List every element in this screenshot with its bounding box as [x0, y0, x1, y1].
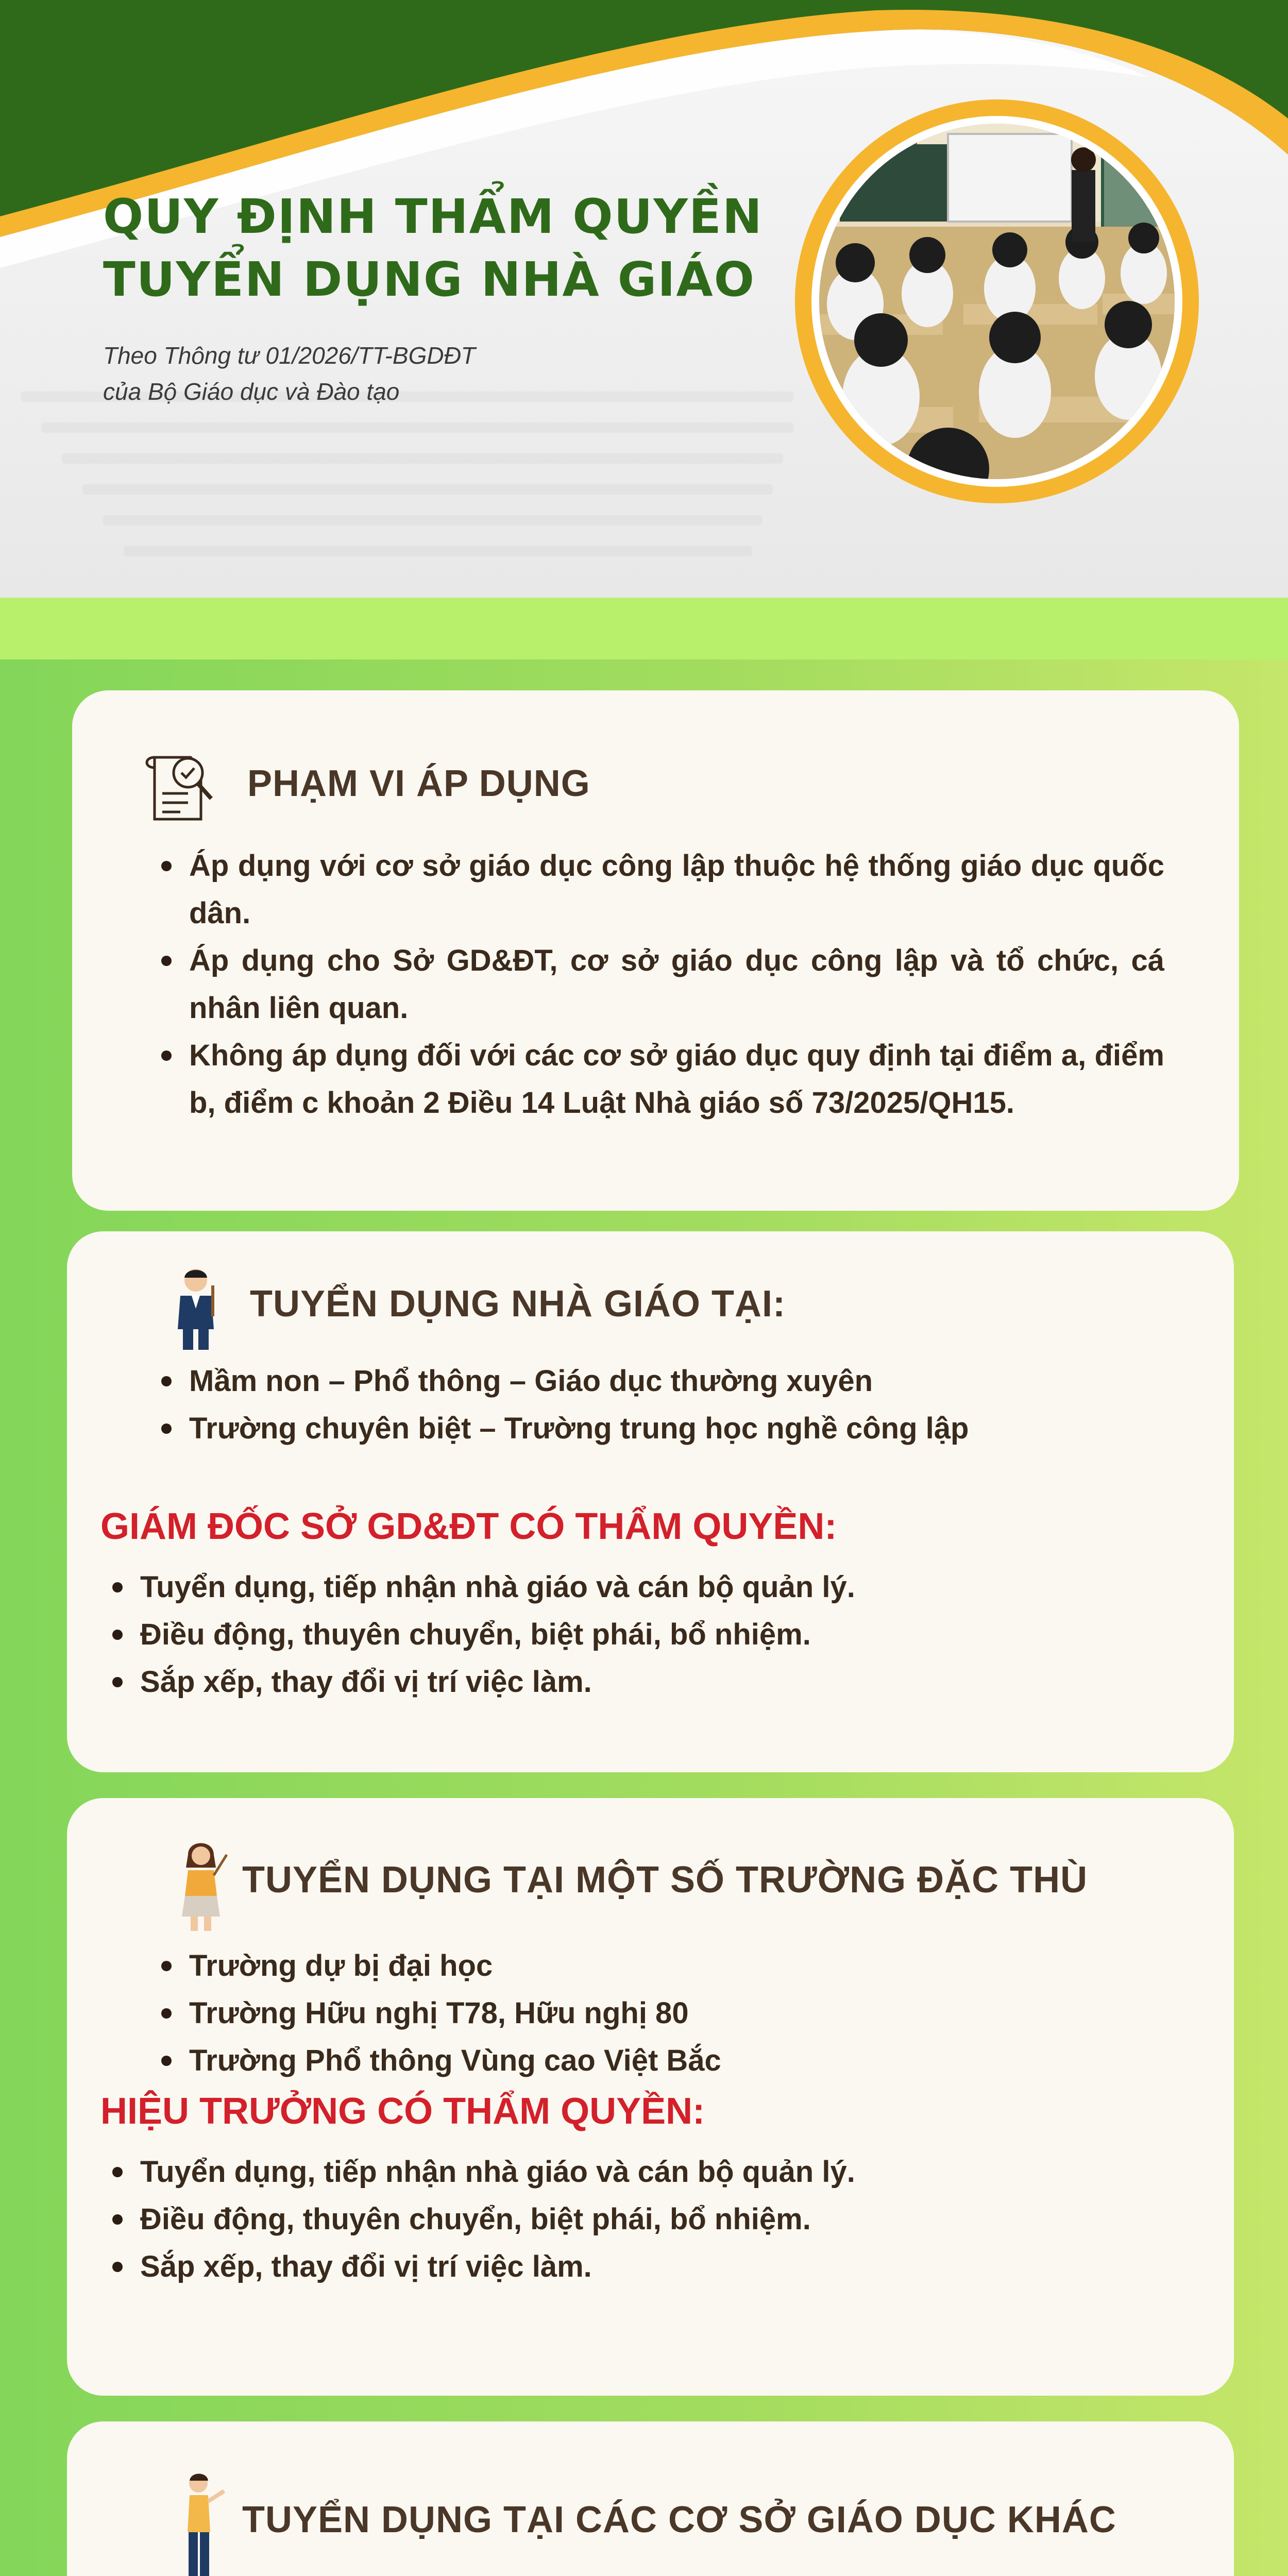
section-heading: TUYỂN DỤNG NHÀ GIÁO TẠI:	[250, 1283, 786, 1325]
list-item: Điều động, thuyên chuyển, biệt phái, bổ nhiệm.	[108, 1611, 1164, 1658]
list-item: Trường dự bị đại học	[157, 1942, 1162, 1990]
section-heading: TUYỂN DỤNG TẠI CÁC CƠ SỞ GIÁO DỤC KHÁC	[242, 2499, 1116, 2540]
list-item: Trường Phổ thông Vùng cao Việt Bắc	[157, 2037, 1162, 2084]
list-item: Áp dụng với cơ sở giáo dục công lập thuộc hệ thống giáo dục quốc dân.	[157, 842, 1164, 937]
divider-band	[0, 598, 1288, 659]
list-item: Sắp xếp, thay đổi vị trí việc làm.	[108, 2243, 1164, 2291]
list-item: Tuyển dụng, tiếp nhận nhà giáo và cán bộ quản lý.	[108, 2148, 1164, 2196]
list-item: Không áp dụng đối với các cơ sở giáo dục quy định tại điểm a, điểm b, điểm c khoản 2 Điều 14 Luật Nhà giáo số 73/2025/QH15.	[157, 1032, 1164, 1127]
bullet-list	[157, 1942, 1162, 2084]
list-item: Trường chuyên biệt – Trường trung học nghề công lập	[157, 1405, 1162, 1452]
document-search-icon	[139, 747, 216, 829]
list-item: Mầm non – Phổ thông – Giáo dục thường xuyên	[157, 1358, 1162, 1405]
card-scope	[72, 690, 1239, 1211]
male-teacher-icon	[167, 1265, 224, 1352]
bullet-list	[157, 842, 1164, 1127]
list-item: Sắp xếp, thay đổi vị trí việc làm.	[108, 1658, 1164, 1706]
classroom-photo	[793, 98, 1200, 505]
section-heading: TUYỂN DỤNG TẠI MỘT SỐ TRƯỜNG ĐẶC THÙ	[242, 1859, 1088, 1901]
page-subtitle	[103, 337, 476, 410]
header-banner	[0, 0, 1288, 598]
section-heading: PHẠM VI ÁP DỤNG	[247, 763, 590, 804]
authority-list	[108, 2148, 1164, 2291]
list-item: Tuyển dụng, tiếp nhận nhà giáo và cán bộ quản lý.	[108, 1564, 1164, 1611]
authority-heading: GIÁM ĐỐC SỞ GD&ĐT CÓ THẨM QUYỀN:	[100, 1506, 837, 1547]
page-title	[103, 185, 763, 311]
subtitle-line-1: Theo Thông tư 01/2026/TT-BGDĐT	[103, 342, 476, 369]
card-teacher-recruitment	[67, 1231, 1234, 1772]
authority-heading: HIỆU TRƯỞNG CÓ THẨM QUYỀN:	[100, 2091, 705, 2132]
list-item: Áp dụng cho Sở GD&ĐT, cơ sở giáo dục công lập và tổ chức, cá nhân liên quan.	[157, 937, 1164, 1032]
lecturer-icon	[175, 2470, 227, 2576]
female-teacher-icon	[173, 1839, 229, 1932]
subtitle-line-2: của Bộ Giáo dục và Đào tạo	[103, 378, 400, 405]
card-special-schools	[67, 1798, 1234, 2396]
card-other-institutions	[67, 2421, 1234, 2576]
authority-list	[108, 1564, 1164, 1706]
bullet-list	[157, 1358, 1162, 1452]
list-item: Trường Hữu nghị T78, Hữu nghị 80	[157, 1990, 1162, 2037]
title-line-1: QUY ĐỊNH THẨM QUYỀN	[103, 189, 763, 244]
list-item: Điều động, thuyên chuyển, biệt phái, bổ nhiệm.	[108, 2196, 1164, 2243]
title-line-2: TUYỂN DỤNG NHÀ GIÁO	[103, 252, 755, 307]
